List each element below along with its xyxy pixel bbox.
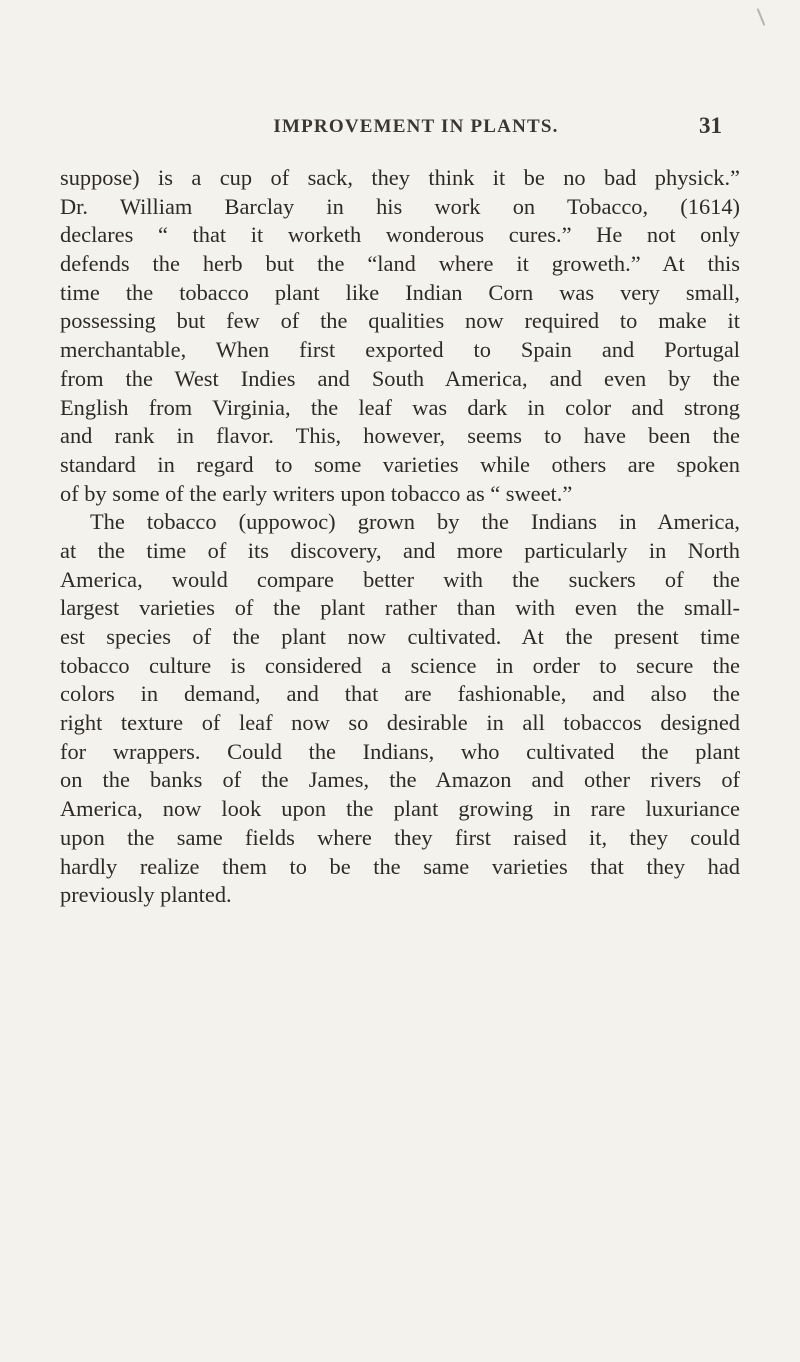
text-line: hardly realize them to be the same varieties that they had [60,853,740,879]
text-line: declares “ that it worketh wonderous cures.” He not only [60,222,740,248]
text-line: of by some of the early writers upon tobacco as “ sweet.” [60,480,573,506]
text-line: defends the herb but the “land where it groweth.” At this [60,251,740,277]
text-line: at the time of its discovery, and more particularly in North [60,537,740,563]
text-line: largest varieties of the plant rather than with even the small- [60,595,740,621]
text-line: on the banks of the James, the Amazon and other rivers of [60,767,740,793]
text-line: right texture of leaf now so desirable in all tobaccos designed [60,710,740,736]
page-number: 31 [699,113,722,138]
text-line: suppose) is a cup of sack, they think it be no bad physick.” [60,165,740,190]
running-head [110,113,722,146]
text-line: America, now look upon the plant growing in rare luxuriance [60,796,740,822]
text-line: and rank in flavor. This, however, seems to have been the [60,423,740,449]
body-paragraph [60,164,740,910]
text-line: from the West Indies and South America, and even by the [60,365,740,391]
paper-mark [757,8,766,25]
text-line: upon the same fields where they first raised it, they could [60,824,740,850]
text-line: merchantable, When first exported to Spain and Portugal [60,337,740,363]
text-line: English from Virginia, the leaf was dark in color and strong [60,394,740,420]
text-line: The tobacco (uppowoc) grown by the Indians in America, [90,509,740,535]
text-line: est species of the plant now cultivated. At the present time [60,624,740,649]
text-line: possessing but few of the qualities now required to make it [60,308,740,334]
running-title: IMPROVEMENT IN PLANTS. [273,116,559,137]
text-line: Dr. William Barclay in his work on Tobacco, (1614) [60,193,740,219]
text-line: America, would compare better with the suckers of the [60,566,740,592]
text-line: for wrappers. Could the Indians, who cultivated the plant [60,738,740,764]
text-line: previously planted. [60,882,232,908]
text-line: colors in demand, and that are fashionable, and also the [60,681,740,707]
text-line: standard in regard to some varieties while others are spoken [60,451,740,477]
text-line: tobacco culture is considered a science in order to secure the [60,652,740,678]
text-line: time the tobacco plant like Indian Corn was very small, [60,279,740,305]
